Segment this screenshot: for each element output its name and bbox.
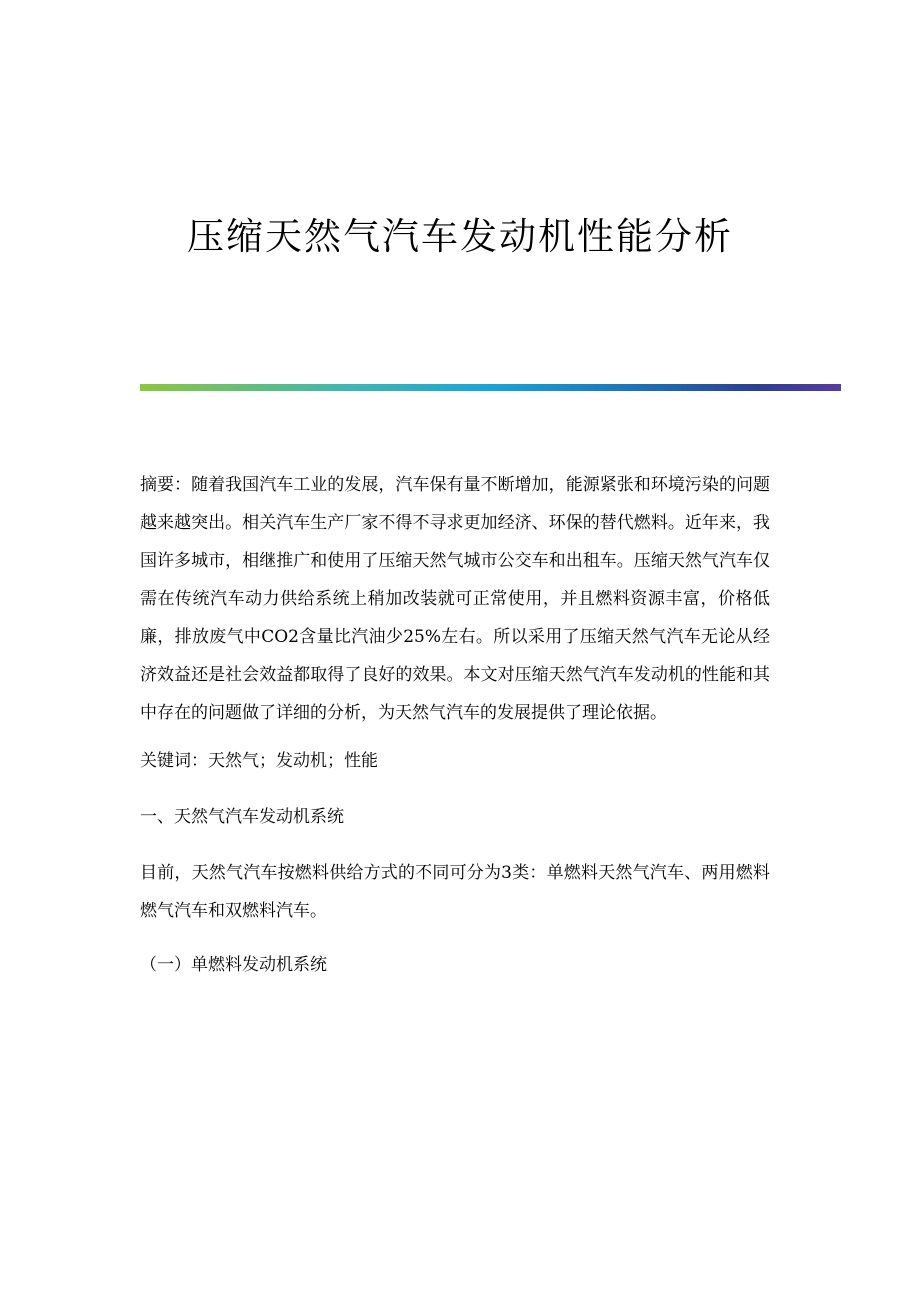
abstract-paragraph: 摘要：随着我国汽车工业的发展，汽车保有量不断增加，能源紧张和环境污染的问题越来越突出。相关汽车生产厂家不得不寻求更加经济、环保的替代燃料。近年来，我国许多城市，相继推广和使用了压缩天然气城市公交车和出租车。压缩天然气汽车仅需在传统汽车动力供给系统上稍加改装就可正常使用，并且燃料资源丰富，价格低廉，排放废气中CO2含量比汽油少25%左右。所以采用了压缩天然气汽车无论从经济效益还是社会效益都取得了良好的效果。本文对压缩天然气汽车发动机的性能和其中存在的问题做了详细的分析，为天然气汽车的发展提供了理论依据。: [140, 475, 770, 723]
title-divider-rule: [140, 384, 841, 391]
document-body: [140, 466, 770, 984]
subsection-heading-1: （一）单燃料发动机系统: [140, 955, 327, 975]
section-heading-1: 一、天然气汽车发动机系统: [140, 807, 344, 827]
section-1-paragraph: 目前，天然气汽车按燃料供给方式的不同可分为3类：单燃料天然气汽车、两用燃料燃气汽车和双燃料汽车。: [140, 863, 770, 921]
page-title: 压缩天然气汽车发动机性能分析: [187, 215, 733, 258]
keywords-line: 关键词：天然气；发动机；性能: [140, 751, 378, 771]
